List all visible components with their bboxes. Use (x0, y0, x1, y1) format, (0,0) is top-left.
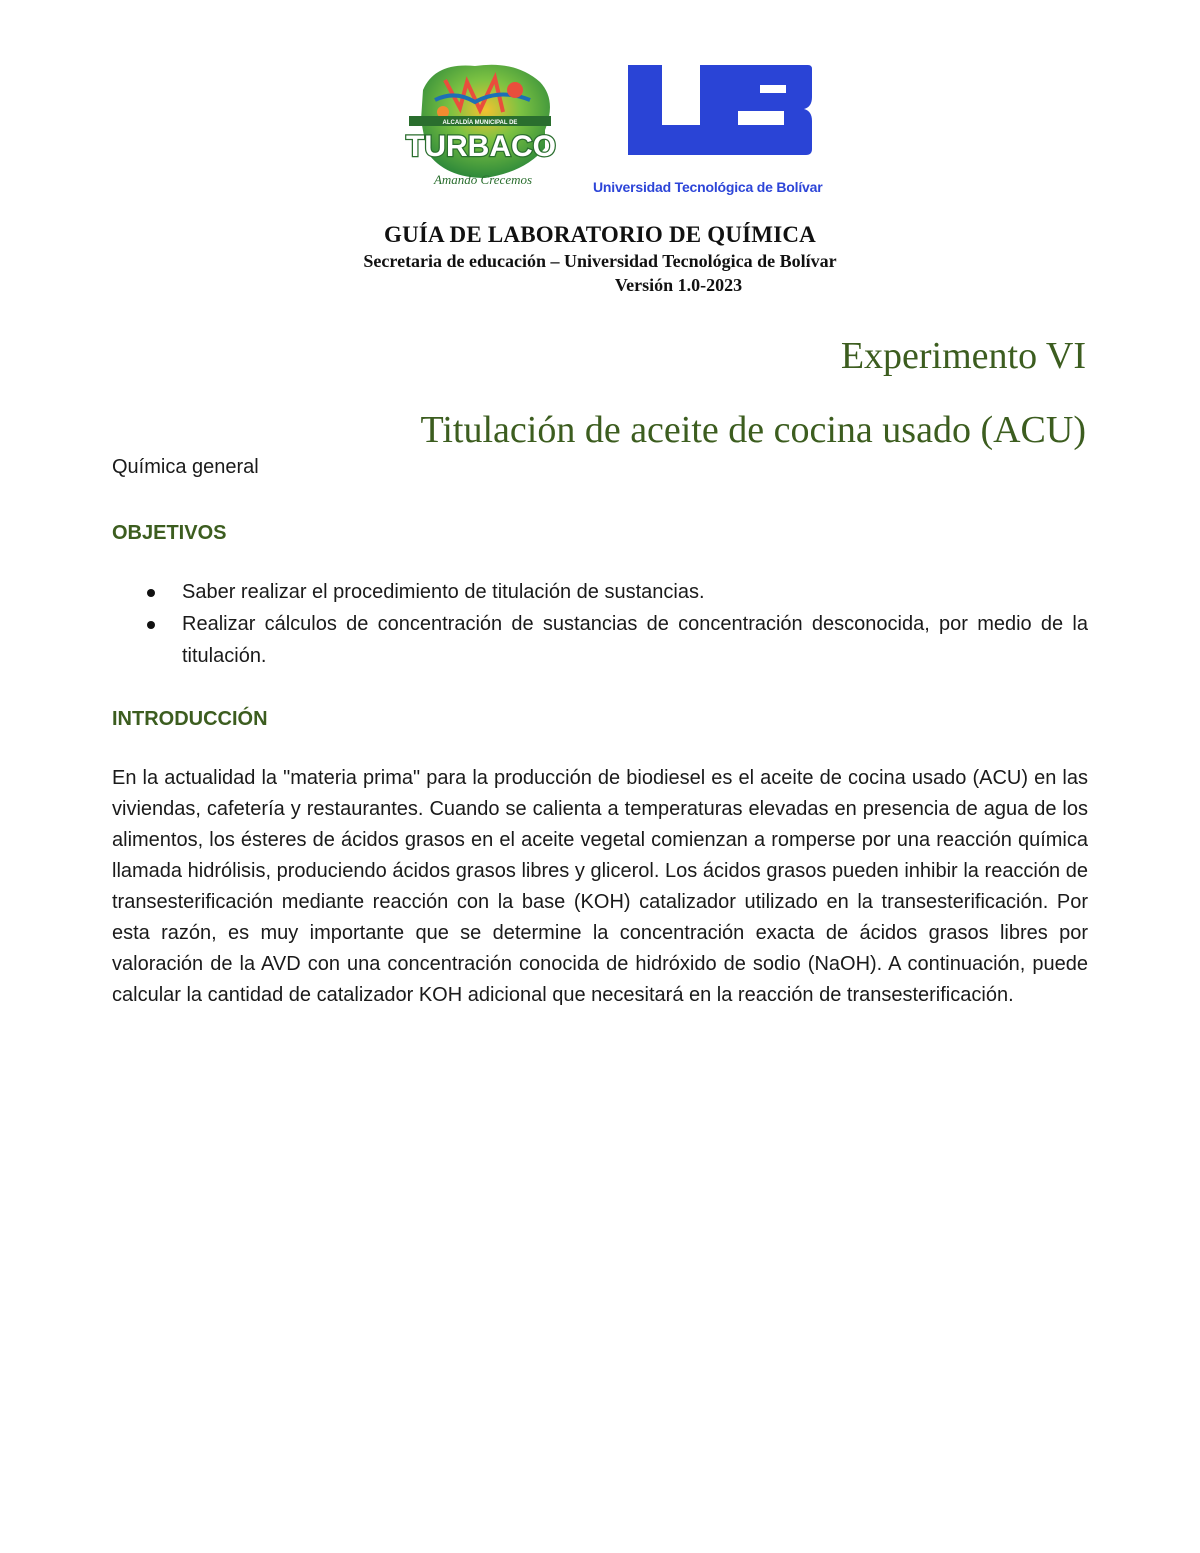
guide-version: Versión 1.0-2023 (614, 275, 743, 295)
document-header (0, 222, 1200, 296)
turbaco-slogan: Amando Crecemos (433, 172, 533, 187)
objectives-heading: OBJETIVOS (112, 522, 227, 544)
bullet-icon (147, 621, 155, 629)
experiment-title: Titulación de aceite de cocina usado (ACU) (420, 409, 1086, 451)
bullet-icon (147, 589, 155, 597)
list-item: Realizar cálculos de concentración de sustancias de concentración desconocida, por medio de la titulación. (112, 608, 1088, 672)
introduction-heading: INTRODUCCIÓN (112, 708, 268, 730)
guide-title: GUÍA DE LABORATORIO DE QUÍMICA (384, 222, 816, 247)
experiment-number: Experimento VI (840, 335, 1086, 377)
guide-subtitle: Secretaria de educación – Universidad Tecnológica de Bolívar (363, 251, 837, 271)
list-item: Saber realizar el procedimiento de titulación de sustancias. (112, 576, 1088, 608)
introduction-paragraph: En la actualidad la "materia prima" para la producción de biodiesel es el aceite de cocina usado (ACU) en las viviendas, cafetería y restaurantes. Cuando se calienta a temperaturas elevadas en presencia de agua de los alimentos, los ésteres de ácidos grasos en el aceite vegetal comienzan a romperse por una reacción química llamada hidrólisis, produciendo ácidos grasos libres y glicerol. Los ácidos grasos pueden inhibir la reacción de transesterificación mediante reacción con la base (KOH) catalizador utilizado en la transesterificación. Por esta razón, es muy importante que se determine la concentración exacta de ácidos grasos libres por valoración de la AVD con una concentración conocida de hidróxido de sodio (NaOH). A continuación, puede calcular la cantidad de catalizador KOH adicional que necesitará en la reacción de transesterificación. (112, 767, 1088, 1006)
turbaco-banner-text: ALCALDÍA MUNICIPAL DE (442, 120, 518, 126)
utb-caption: Universidad Tecnológica de Bolívar (593, 179, 823, 195)
utb-mark (590, 63, 852, 173)
utb-logo (590, 63, 852, 198)
objectives-list (112, 576, 1088, 672)
turbaco-logo (405, 60, 557, 195)
subject-label: Química general (112, 456, 259, 478)
logo-bar (0, 55, 1200, 200)
turbaco-wordmark: TURBACO (406, 130, 556, 163)
